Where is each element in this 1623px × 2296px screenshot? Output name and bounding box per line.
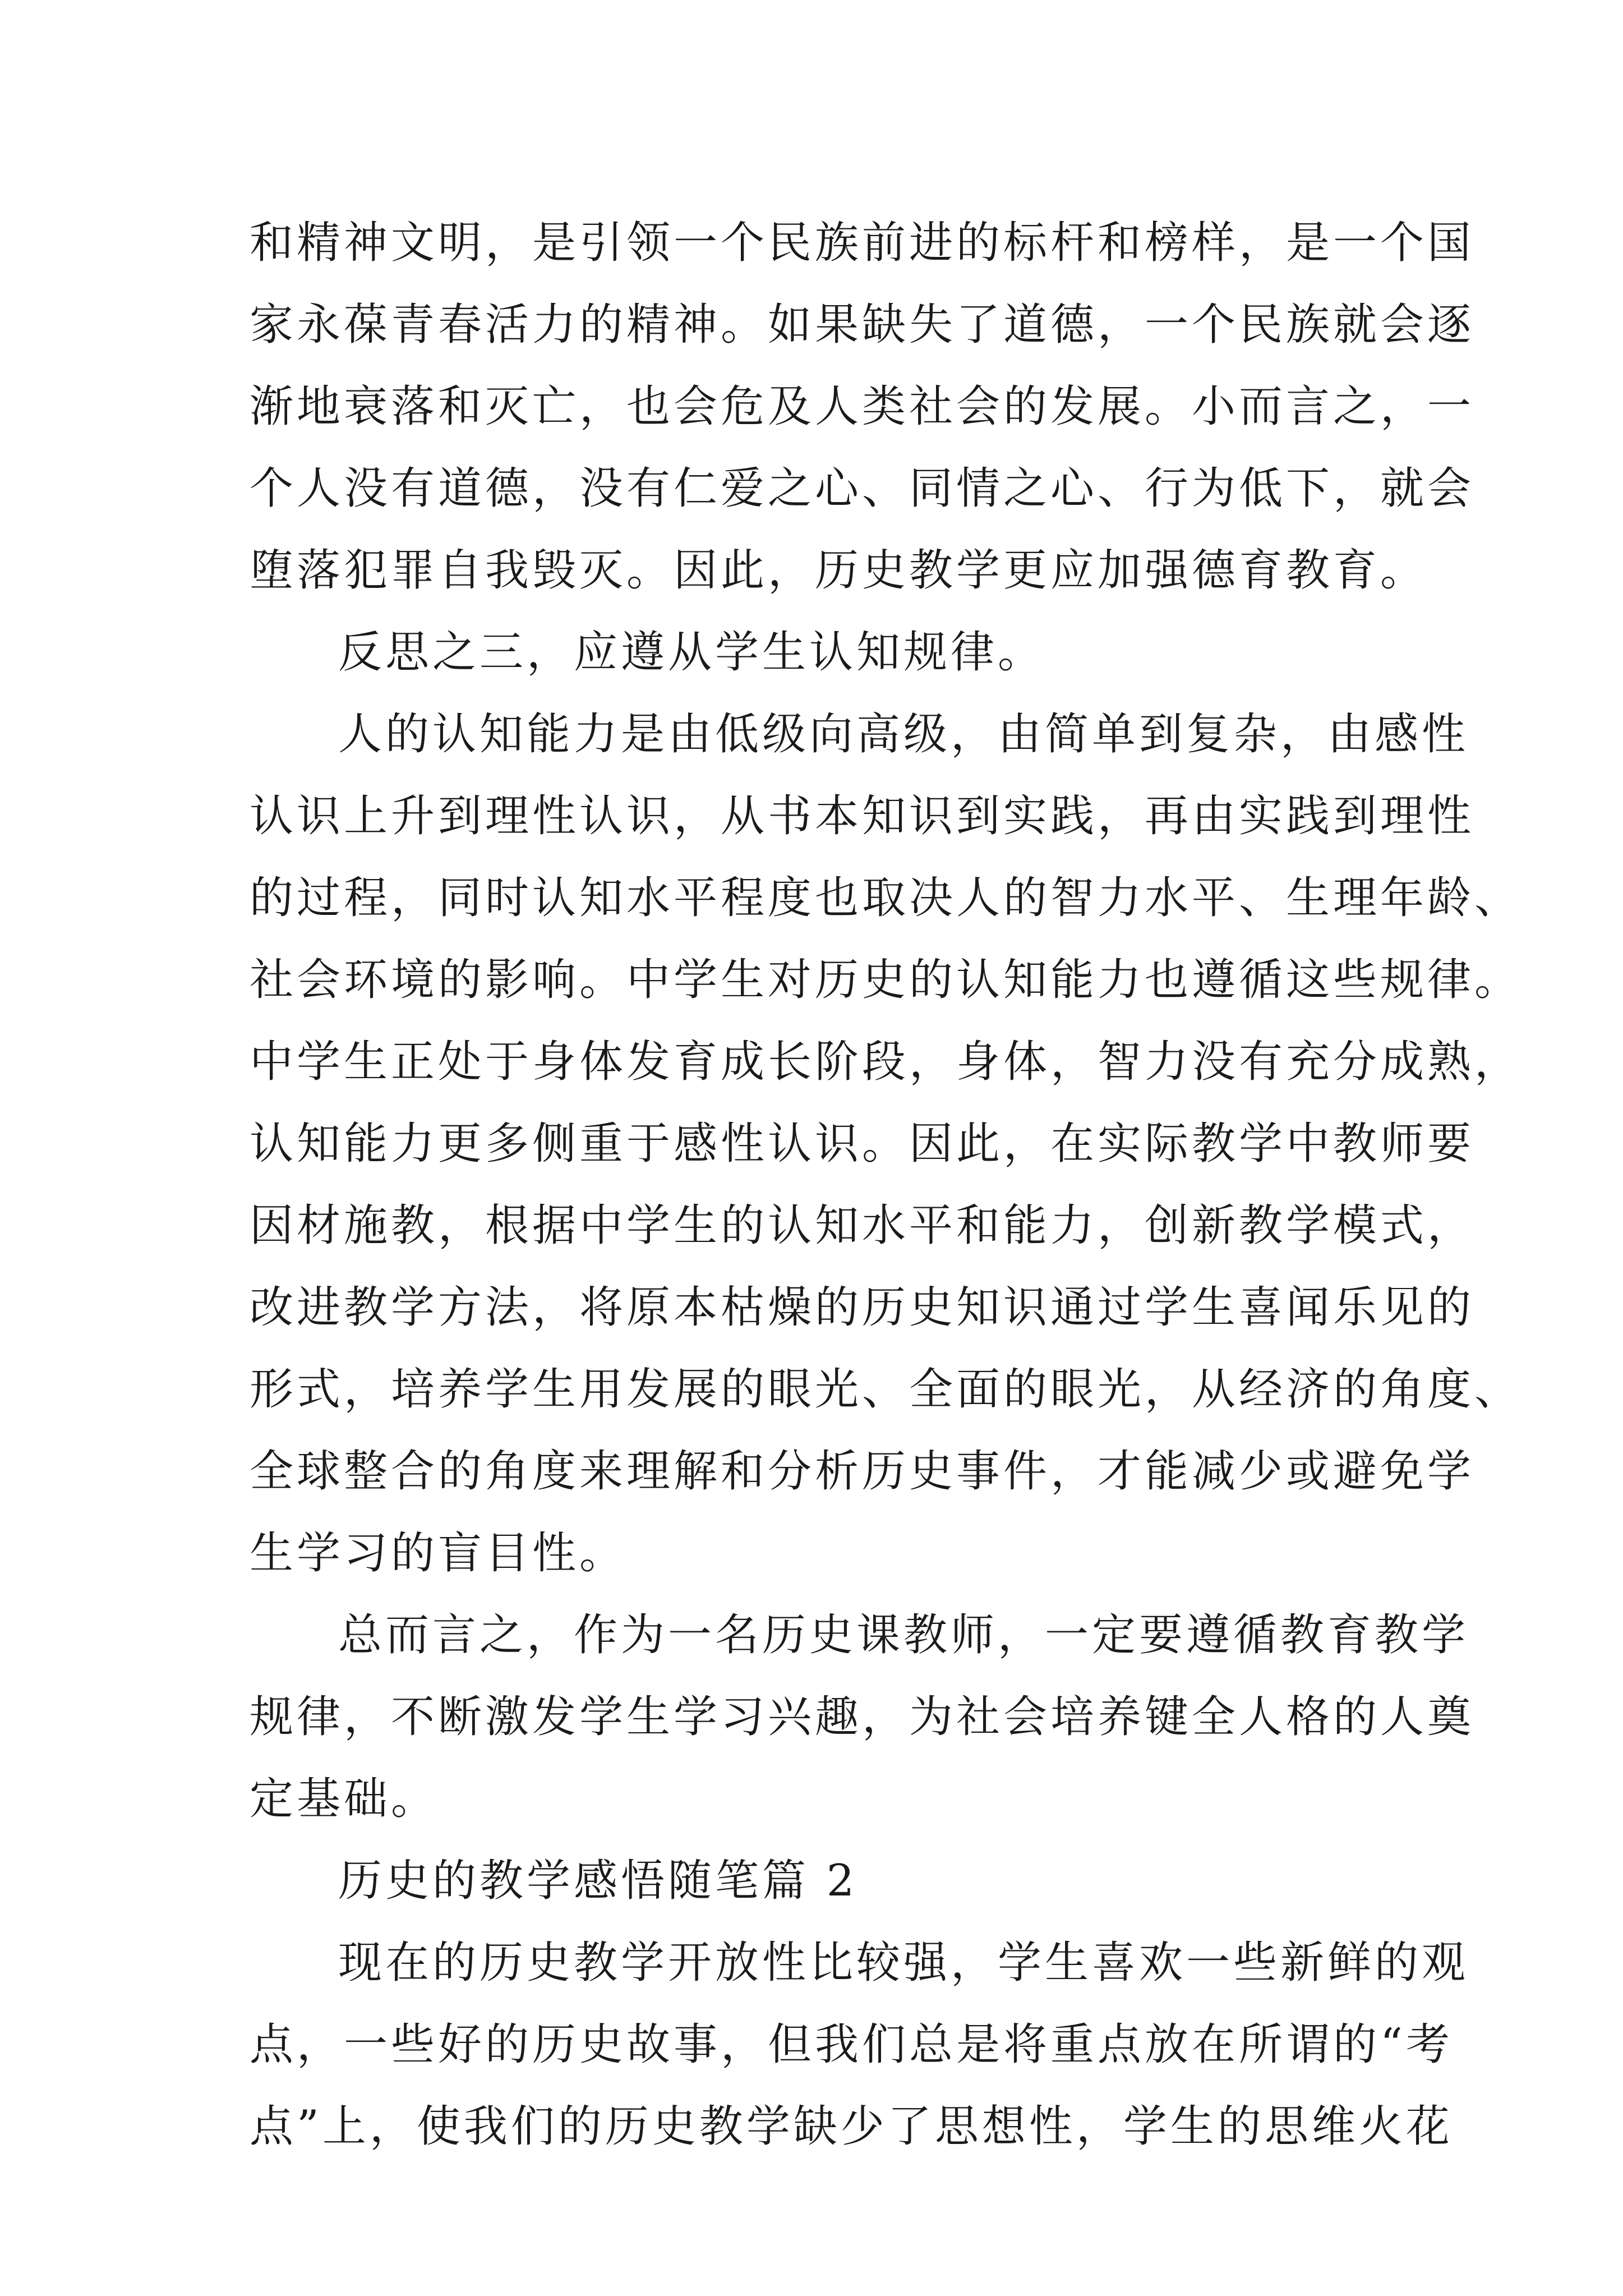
text-line: 社会环境的影响。中学生对历史的认知能力也遵循这些规律。 <box>250 955 1522 1005</box>
text-line: 人的认知能力是由低级向高级，由简单到复杂，由感性 <box>338 709 1469 760</box>
text-line: 生学习的盲目性。 <box>250 1528 627 1579</box>
text-line: 反思之三，应遵从学生认知规律。 <box>338 627 1045 678</box>
text-line: 形式，培养学生用发展的眼光、全面的眼光，从经济的角度、 <box>250 1364 1522 1415</box>
text-line: 现在的历史教学开放性比较强，学生喜欢一些新鲜的观 <box>338 1938 1469 1988</box>
text-line: 认识上升到理性认识，从书本知识到实践，再由实践到理性 <box>250 791 1475 841</box>
text-line: 规律，不断激发学生学习兴趣，为社会培养键全人格的人奠 <box>250 1692 1475 1742</box>
text-line: 渐地衰落和灭亡，也会危及人类社会的发展。小而言之，一 <box>250 381 1475 432</box>
text-line: 认知能力更多侧重于感性认识。因此，在实际教学中教师要 <box>250 1119 1475 1169</box>
text-line: 总而言之，作为一名历史课教师，一定要遵循教育教学 <box>338 1610 1469 1660</box>
text-line: 个人没有道德，没有仁爱之心、同情之心、行为低下，就会 <box>250 463 1475 514</box>
text-line: 和精神文明，是引领一个民族前进的标杆和榜样，是一个国 <box>250 218 1475 268</box>
text-line: 改进教学方法，将原本枯燥的历史知识通过学生喜闻乐见的 <box>250 1282 1475 1333</box>
text-line: 全球整合的角度来理解和分析历史事件，才能减少或避免学 <box>250 1446 1475 1497</box>
text-line: 家永葆青春活力的精神。如果缺失了道德，一个民族就会逐 <box>250 300 1475 350</box>
text-line: 历史的教学感悟随笔篇 2 <box>338 1856 858 1906</box>
text-line: 堕落犯罪自我毁灭。因此，历史教学更应加强德育教育。 <box>250 545 1428 596</box>
text-line: 的过程，同时认知水平程度也取决人的智力水平、生理年龄、 <box>250 873 1522 923</box>
text-line: 因材施教，根据中学生的认知水平和能力，创新教学模式， <box>250 1200 1475 1251</box>
text-line: 中学生正处于身体发育成长阶段，身体，智力没有充分成熟， <box>250 1037 1522 1087</box>
document-body <box>250 202 1522 2168</box>
text-line: 定基础。 <box>250 1774 439 1824</box>
text-line: 点，一些好的历史故事，但我们总是将重点放在所谓的“考 <box>250 2019 1453 2070</box>
text-line: 点”上，使我们的历史教学缺少了思想性，学生的思维火花 <box>250 2101 1453 2152</box>
